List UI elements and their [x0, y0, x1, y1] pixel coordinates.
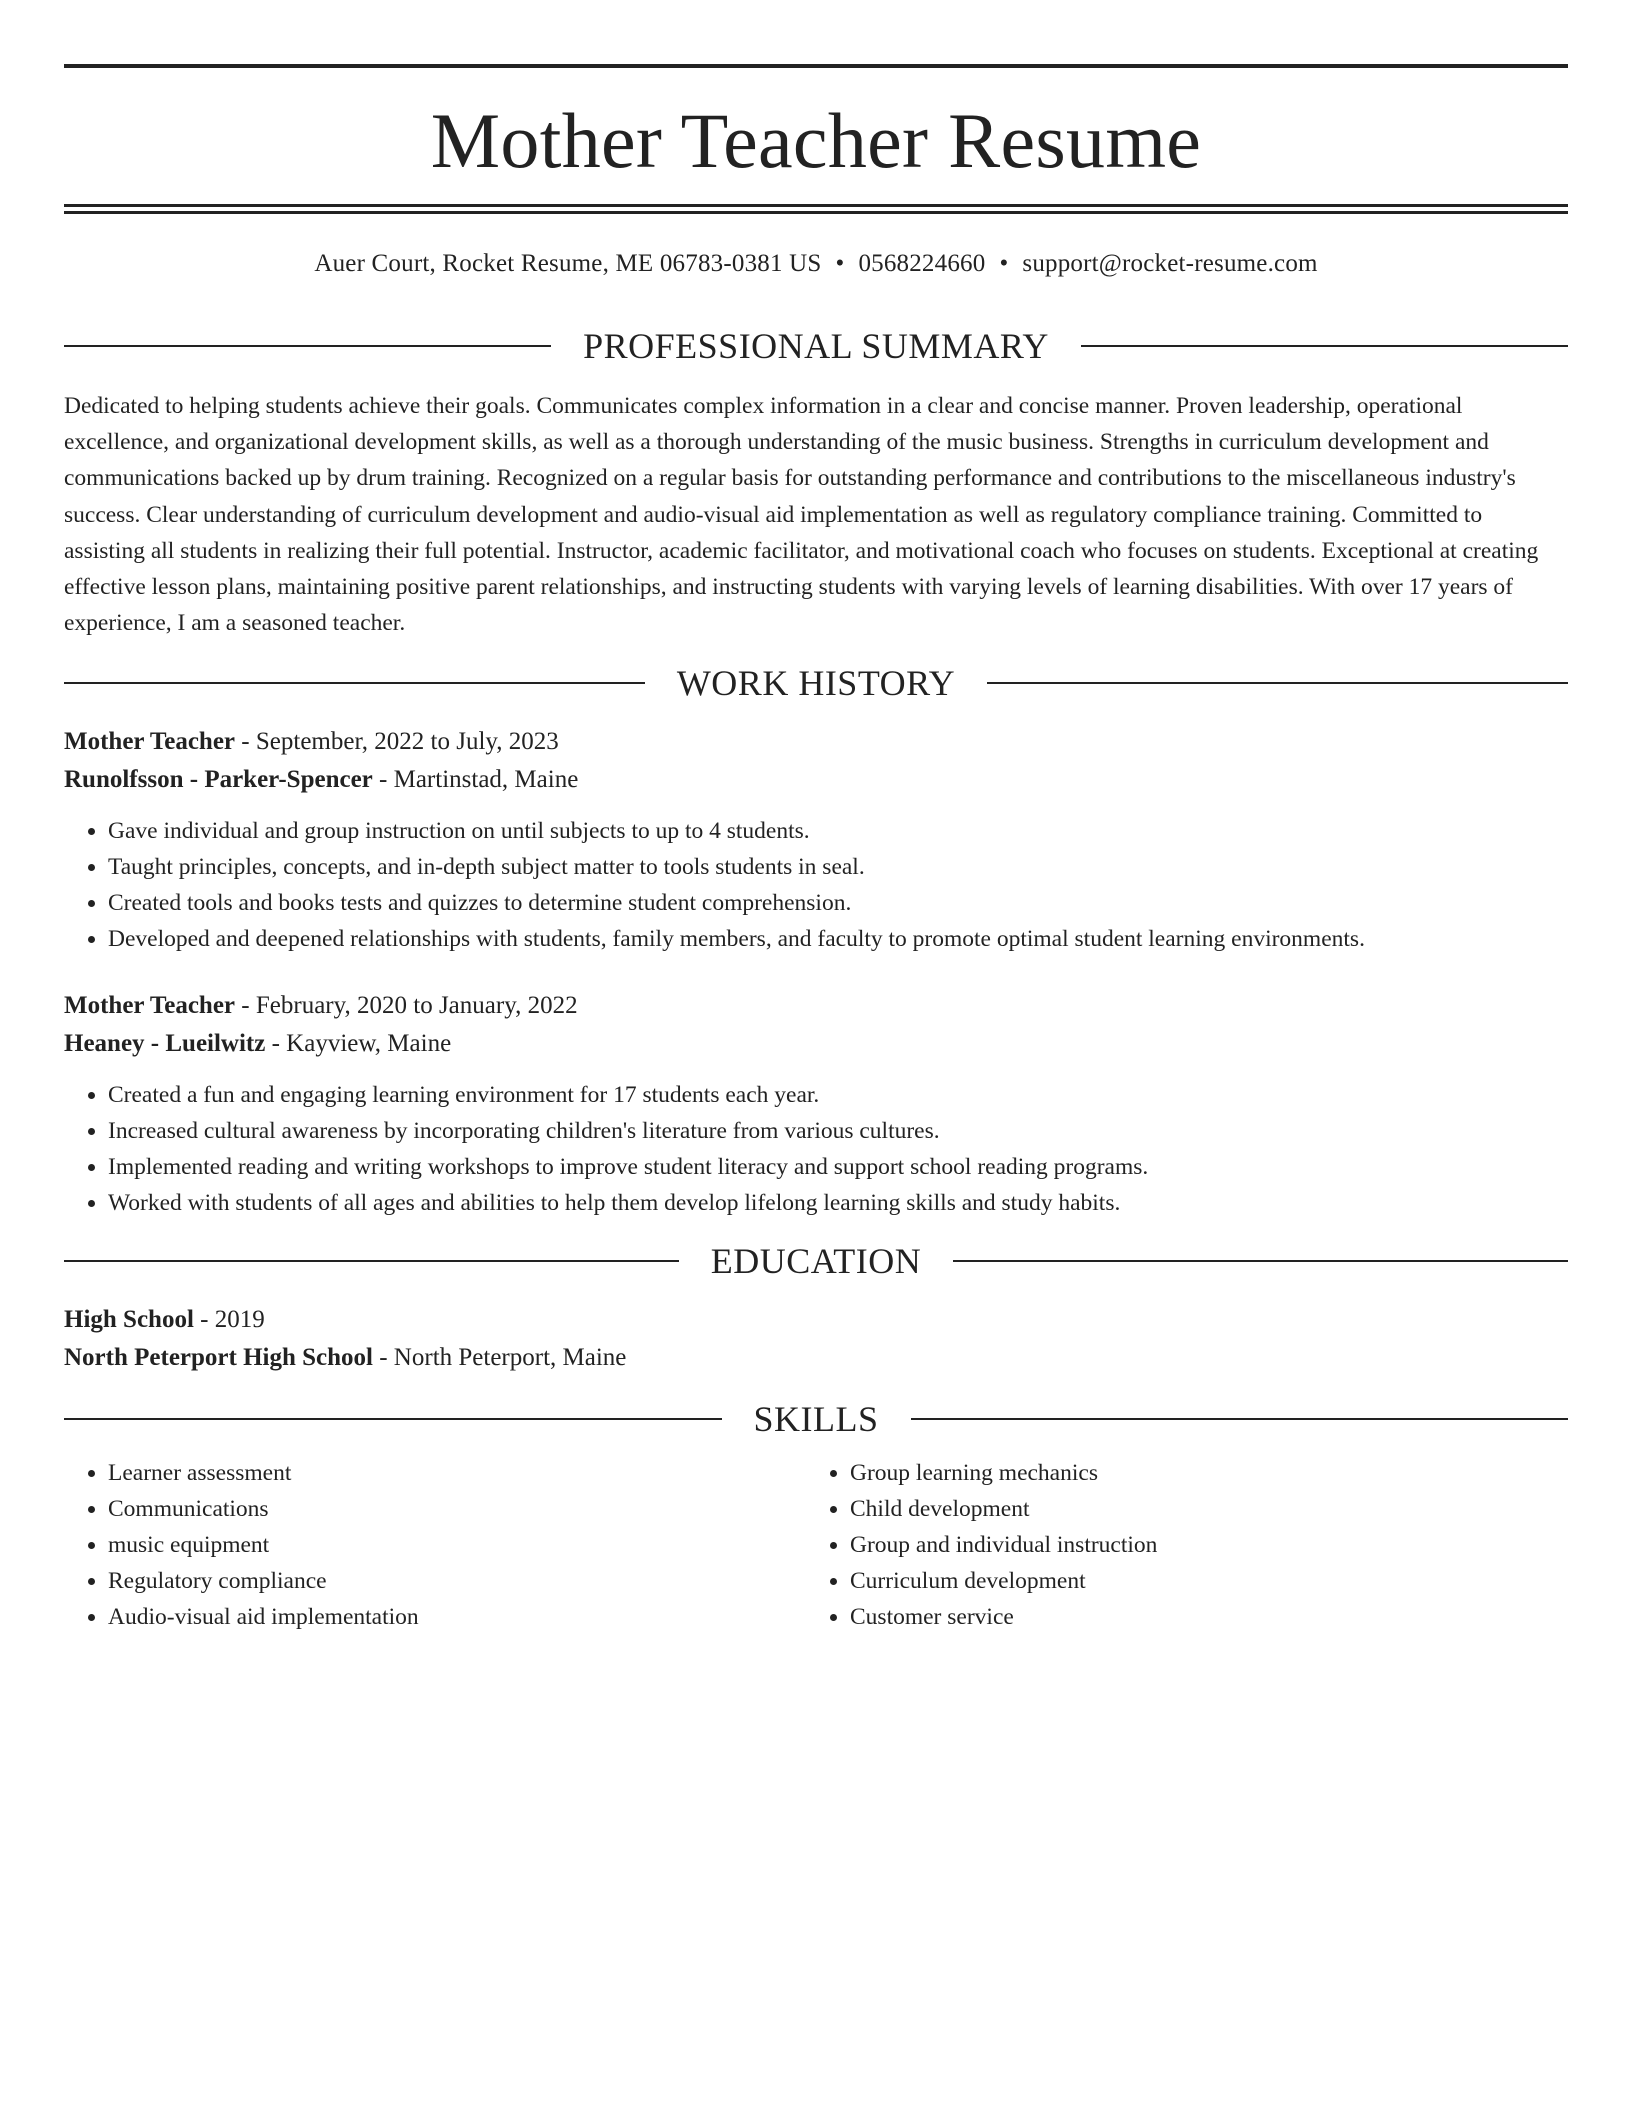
divider-line	[953, 1260, 1568, 1262]
job-title-line	[64, 987, 1568, 1025]
job-dates: - September, 2022 to July, 2023	[235, 728, 559, 756]
skill-item: • Group learning mechanics	[850, 1455, 1548, 1491]
divider-line	[64, 682, 645, 684]
skills-columns	[64, 1455, 1568, 1635]
divider-line	[64, 345, 551, 347]
divider-line	[911, 1418, 1569, 1420]
divider-line	[1081, 345, 1568, 347]
job-bullet: • Implemented reading and writing workshops to improve student literacy and support school reading programs.	[108, 1149, 1568, 1185]
job-bullet: • Developed and deepened relationships with students, family members, and faculty to promote optimal student learning environments.	[108, 921, 1568, 957]
job-bullet: • Created tools and books tests and quizzes to determine student comprehension.	[108, 885, 1568, 921]
skill-item: • Regulatory compliance	[108, 1563, 806, 1599]
education-heading: EDUCATION	[710, 1241, 922, 1282]
resume-title: Mother Teacher Resume	[430, 97, 1202, 184]
job-company: Heaney - Lueilwitz	[64, 1030, 266, 1058]
summary-text: Dedicated to helping students achieve their goals. Communicates complex information in a clear and concise manner. Proven leadership, operational excellence, and organizational development skills, as well as a thorough understanding of the music business. Strengths in curriculum development and communications backed up by drum training. Recognized on a regular basis for outstanding performance and contributions to the miscellaneous industry's success. Clear understanding of curriculum development and audio-visual aid implementation as well as regulatory compliance training. Committed to assisting all students in realizing their full potential. Instructor, academic facilitator, and motivational coach who focuses on students. Exceptional at creating effective lesson plans, maintaining positive parent relationships, and instructing students with varying levels of learning disabilities. With over 17 years of experience, I am a seasoned teacher.	[64, 393, 1539, 637]
education-entry	[64, 1301, 1568, 1377]
summary-section-header	[64, 326, 1568, 366]
top-rule	[64, 64, 1568, 68]
job-bullet: • Created a fun and engaging learning environment for 17 students each year.	[108, 1077, 1568, 1113]
skill-item: • Learner assessment	[108, 1455, 806, 1491]
summary-heading: PROFESSIONAL SUMMARY	[583, 326, 1049, 366]
education-section-header	[64, 1241, 1568, 1281]
skills-right-column	[806, 1455, 1548, 1635]
job-location: - Kayview, Maine	[265, 1030, 452, 1058]
skill-item: • Audio-visual aid implementation	[108, 1599, 806, 1635]
contact-line	[64, 250, 1568, 284]
job-company-line	[64, 761, 1568, 799]
job-bullets	[64, 1077, 1568, 1221]
contact-separator: •	[999, 250, 1009, 277]
job-bullets	[64, 813, 1568, 957]
resume-page	[64, 64, 1568, 1635]
job-title: Mother Teacher	[64, 728, 236, 756]
work-section-header	[64, 663, 1568, 703]
job-bullet: • Increased cultural awareness by incorporating children's literature from various cultures.	[108, 1113, 1568, 1149]
contact-email: support@rocket-resume.com	[1022, 250, 1318, 277]
job-bullet: • Taught principles, concepts, and in-depth subject matter to tools students in seal.	[108, 849, 1568, 885]
education-degree-line	[64, 1301, 1568, 1339]
education-school-line	[64, 1339, 1568, 1377]
skill-item: • Customer service	[850, 1599, 1548, 1635]
job-company-line	[64, 1025, 1568, 1063]
skill-item: • Curriculum development	[850, 1563, 1548, 1599]
education-location: - North Peterport, Maine	[372, 1344, 627, 1372]
job-title-line	[64, 723, 1568, 761]
education-year: - 2019	[193, 1306, 265, 1334]
work-heading: WORK HISTORY	[676, 663, 956, 704]
skills-heading: SKILLS	[753, 1399, 879, 1440]
job-company: Runolfsson - Parker-Spencer	[64, 766, 373, 794]
skill-item: • Child development	[850, 1491, 1548, 1527]
title-double-rule	[64, 204, 1568, 214]
divider-line	[64, 1418, 722, 1420]
contact-separator: •	[835, 250, 845, 277]
job-title: Mother Teacher	[64, 992, 236, 1020]
job-entry	[64, 723, 1568, 957]
divider-line	[987, 682, 1568, 684]
job-location: - Martinstad, Maine	[372, 766, 579, 794]
job-bullet: • Worked with students of all ages and abilities to help them develop lifelong learning skills and study habits.	[108, 1185, 1568, 1221]
skill-item: • Group and individual instruction	[850, 1527, 1548, 1563]
skills-left-column	[64, 1455, 806, 1635]
education-degree: High School	[64, 1306, 194, 1334]
skill-item: • Communications	[108, 1491, 806, 1527]
job-bullet: • Gave individual and group instruction on until subjects to up to 4 students.	[108, 813, 1568, 849]
contact-phone: 0568224660	[858, 250, 986, 277]
job-dates: - February, 2020 to January, 2022	[235, 992, 578, 1020]
contact-address: Auer Court, Rocket Resume, ME 06783-0381 US	[314, 250, 822, 277]
divider-line	[64, 1260, 679, 1262]
skill-item: • music equipment	[108, 1527, 806, 1563]
skills-section-header	[64, 1399, 1568, 1439]
education-school: North Peterport High School	[64, 1344, 373, 1372]
job-entry	[64, 987, 1568, 1221]
